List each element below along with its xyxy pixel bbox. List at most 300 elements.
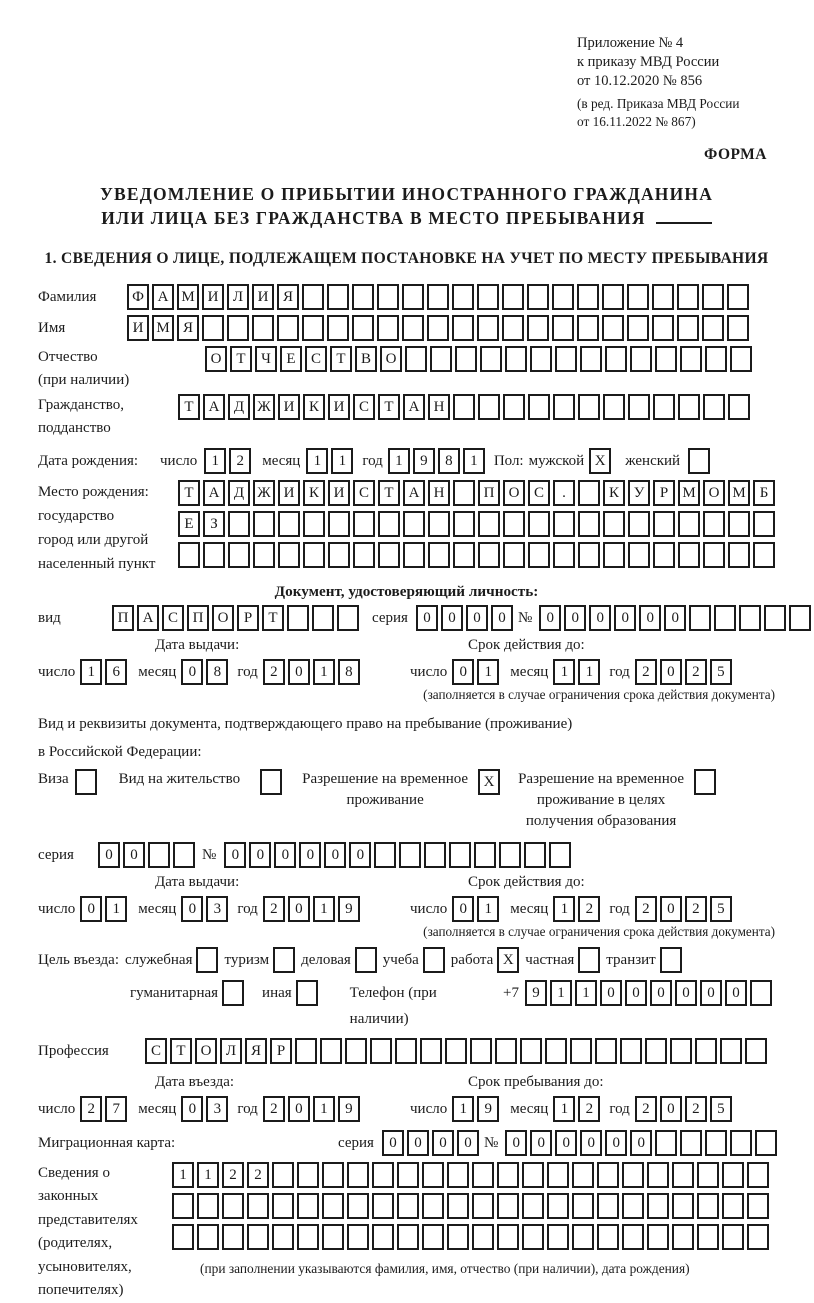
char-cell[interactable]: И — [252, 284, 274, 310]
char-cell[interactable]: 0 — [630, 1130, 652, 1156]
char-cell[interactable] — [603, 542, 625, 568]
char-cell[interactable] — [705, 1130, 727, 1156]
char-cell[interactable] — [353, 511, 375, 537]
char-cell[interactable] — [620, 1038, 642, 1064]
char-cell[interactable]: 0 — [580, 1130, 602, 1156]
purpose-other-checkbox[interactable] — [296, 980, 318, 1006]
char-cell[interactable] — [728, 542, 750, 568]
char-cell[interactable]: 8 — [438, 448, 460, 474]
char-cell[interactable] — [677, 284, 699, 310]
char-cell[interactable]: 0 — [288, 1096, 310, 1122]
char-cell[interactable] — [178, 542, 200, 568]
char-cell[interactable]: 1 — [578, 659, 600, 685]
char-cell[interactable]: Т — [170, 1038, 192, 1064]
char-cell[interactable] — [272, 1193, 294, 1219]
char-cell[interactable] — [597, 1193, 619, 1219]
char-cell[interactable]: 2 — [247, 1162, 269, 1188]
char-cell[interactable] — [577, 315, 599, 341]
char-cell[interactable]: О — [195, 1038, 217, 1064]
char-cell[interactable]: 0 — [416, 605, 438, 631]
char-cell[interactable] — [424, 842, 446, 868]
char-cell[interactable] — [427, 284, 449, 310]
char-cell[interactable] — [570, 1038, 592, 1064]
char-cell[interactable] — [172, 1224, 194, 1250]
char-cell[interactable]: 0 — [80, 896, 102, 922]
char-cell[interactable] — [497, 1162, 519, 1188]
char-cell[interactable] — [428, 511, 450, 537]
char-cell[interactable] — [580, 346, 602, 372]
purpose-private-checkbox[interactable] — [578, 947, 600, 973]
char-cell[interactable] — [522, 1224, 544, 1250]
char-cell[interactable] — [470, 1038, 492, 1064]
char-cell[interactable] — [703, 394, 725, 420]
char-cell[interactable] — [322, 1193, 344, 1219]
char-cell[interactable]: 0 — [249, 842, 271, 868]
char-cell[interactable]: 0 — [299, 842, 321, 868]
char-cell[interactable] — [678, 511, 700, 537]
char-cell[interactable] — [689, 605, 711, 631]
char-cell[interactable]: 0 — [675, 980, 697, 1006]
char-cell[interactable]: Т — [178, 480, 200, 506]
char-cell[interactable] — [528, 394, 550, 420]
char-cell[interactable] — [422, 1224, 444, 1250]
char-cell[interactable] — [730, 346, 752, 372]
char-cell[interactable] — [528, 511, 550, 537]
char-cell[interactable] — [453, 511, 475, 537]
char-cell[interactable] — [172, 1193, 194, 1219]
char-cell[interactable] — [253, 511, 275, 537]
char-cell[interactable] — [722, 1193, 744, 1219]
char-cell[interactable] — [670, 1038, 692, 1064]
char-cell[interactable]: С — [353, 394, 375, 420]
char-cell[interactable] — [327, 284, 349, 310]
char-cell[interactable] — [547, 1162, 569, 1188]
char-cell[interactable]: 0 — [98, 842, 120, 868]
char-cell[interactable]: 2 — [685, 1096, 707, 1122]
residence-permit-checkbox[interactable] — [260, 769, 282, 795]
char-cell[interactable] — [722, 1224, 744, 1250]
char-cell[interactable] — [647, 1193, 669, 1219]
char-cell[interactable]: 0 — [725, 980, 747, 1006]
char-cell[interactable]: 9 — [525, 980, 547, 1006]
char-cell[interactable] — [374, 842, 396, 868]
temp-residence-education-checkbox[interactable] — [694, 769, 716, 795]
char-cell[interactable] — [202, 315, 224, 341]
char-cell[interactable]: Л — [220, 1038, 242, 1064]
char-cell[interactable]: О — [503, 480, 525, 506]
char-cell[interactable]: 1 — [313, 896, 335, 922]
char-cell[interactable] — [628, 542, 650, 568]
char-cell[interactable] — [680, 346, 702, 372]
temp-residence-checkbox[interactable]: X — [478, 769, 500, 795]
char-cell[interactable]: 0 — [382, 1130, 404, 1156]
char-cell[interactable] — [352, 315, 374, 341]
char-cell[interactable]: К — [303, 480, 325, 506]
char-cell[interactable] — [672, 1193, 694, 1219]
purpose-study-checkbox[interactable] — [423, 947, 445, 973]
char-cell[interactable] — [680, 1130, 702, 1156]
char-cell[interactable] — [328, 542, 350, 568]
char-cell[interactable] — [505, 346, 527, 372]
char-cell[interactable]: 2 — [263, 1096, 285, 1122]
char-cell[interactable]: 0 — [505, 1130, 527, 1156]
char-cell[interactable] — [603, 511, 625, 537]
char-cell[interactable]: 0 — [274, 842, 296, 868]
char-cell[interactable] — [480, 346, 502, 372]
char-cell[interactable] — [478, 394, 500, 420]
char-cell[interactable]: 1 — [553, 896, 575, 922]
char-cell[interactable] — [322, 1162, 344, 1188]
char-cell[interactable]: Н — [428, 480, 450, 506]
char-cell[interactable] — [287, 605, 309, 631]
char-cell[interactable]: 0 — [288, 659, 310, 685]
char-cell[interactable] — [228, 511, 250, 537]
char-cell[interactable] — [702, 315, 724, 341]
char-cell[interactable] — [597, 1162, 619, 1188]
char-cell[interactable] — [527, 315, 549, 341]
char-cell[interactable] — [328, 511, 350, 537]
char-cell[interactable]: 2 — [229, 448, 251, 474]
char-cell[interactable] — [578, 394, 600, 420]
char-cell[interactable] — [695, 1038, 717, 1064]
char-cell[interactable] — [253, 542, 275, 568]
char-cell[interactable]: 1 — [197, 1162, 219, 1188]
char-cell[interactable] — [572, 1224, 594, 1250]
char-cell[interactable] — [714, 605, 736, 631]
char-cell[interactable]: 8 — [338, 659, 360, 685]
char-cell[interactable] — [474, 842, 496, 868]
char-cell[interactable] — [452, 315, 474, 341]
char-cell[interactable] — [222, 1224, 244, 1250]
char-cell[interactable]: К — [303, 394, 325, 420]
char-cell[interactable] — [578, 480, 600, 506]
char-cell[interactable]: 2 — [685, 659, 707, 685]
char-cell[interactable]: 2 — [578, 1096, 600, 1122]
char-cell[interactable] — [728, 394, 750, 420]
char-cell[interactable] — [453, 394, 475, 420]
char-cell[interactable] — [552, 284, 574, 310]
char-cell[interactable] — [578, 511, 600, 537]
char-cell[interactable] — [572, 1162, 594, 1188]
char-cell[interactable]: 2 — [263, 896, 285, 922]
char-cell[interactable] — [353, 542, 375, 568]
char-cell[interactable]: 2 — [263, 659, 285, 685]
char-cell[interactable] — [455, 346, 477, 372]
char-cell[interactable] — [602, 284, 624, 310]
char-cell[interactable]: 1 — [204, 448, 226, 474]
char-cell[interactable] — [555, 346, 577, 372]
char-cell[interactable]: 0 — [664, 605, 686, 631]
char-cell[interactable]: 1 — [313, 659, 335, 685]
purpose-work-checkbox[interactable]: X — [497, 947, 519, 973]
char-cell[interactable] — [302, 284, 324, 310]
char-cell[interactable] — [597, 1224, 619, 1250]
char-cell[interactable]: 0 — [555, 1130, 577, 1156]
char-cell[interactable] — [472, 1224, 494, 1250]
char-cell[interactable]: 1 — [172, 1162, 194, 1188]
char-cell[interactable]: 0 — [407, 1130, 429, 1156]
char-cell[interactable]: С — [305, 346, 327, 372]
char-cell[interactable] — [228, 542, 250, 568]
char-cell[interactable] — [655, 1130, 677, 1156]
char-cell[interactable]: 0 — [181, 1096, 203, 1122]
char-cell[interactable]: П — [112, 605, 134, 631]
purpose-business-checkbox[interactable] — [355, 947, 377, 973]
char-cell[interactable]: Н — [428, 394, 450, 420]
char-cell[interactable] — [750, 980, 772, 1006]
char-cell[interactable] — [197, 1193, 219, 1219]
char-cell[interactable] — [652, 284, 674, 310]
char-cell[interactable]: 0 — [700, 980, 722, 1006]
char-cell[interactable] — [495, 1038, 517, 1064]
char-cell[interactable] — [478, 511, 500, 537]
char-cell[interactable]: Т — [330, 346, 352, 372]
char-cell[interactable] — [452, 284, 474, 310]
char-cell[interactable]: 1 — [477, 659, 499, 685]
char-cell[interactable] — [727, 284, 749, 310]
char-cell[interactable]: И — [127, 315, 149, 341]
char-cell[interactable] — [627, 284, 649, 310]
char-cell[interactable] — [148, 842, 170, 868]
char-cell[interactable] — [553, 394, 575, 420]
char-cell[interactable]: 0 — [660, 1096, 682, 1122]
char-cell[interactable]: 9 — [338, 896, 360, 922]
char-cell[interactable] — [764, 605, 786, 631]
purpose-humanitarian-checkbox[interactable] — [222, 980, 244, 1006]
char-cell[interactable] — [627, 315, 649, 341]
char-cell[interactable] — [789, 605, 811, 631]
char-cell[interactable] — [197, 1224, 219, 1250]
char-cell[interactable] — [378, 511, 400, 537]
char-cell[interactable]: 1 — [331, 448, 353, 474]
char-cell[interactable] — [703, 542, 725, 568]
char-cell[interactable]: 0 — [441, 605, 463, 631]
char-cell[interactable]: 0 — [600, 980, 622, 1006]
char-cell[interactable]: Т — [378, 480, 400, 506]
char-cell[interactable] — [702, 284, 724, 310]
char-cell[interactable] — [397, 1224, 419, 1250]
char-cell[interactable] — [327, 315, 349, 341]
char-cell[interactable]: Ж — [253, 480, 275, 506]
char-cell[interactable] — [302, 315, 324, 341]
char-cell[interactable] — [697, 1224, 719, 1250]
char-cell[interactable]: 0 — [466, 605, 488, 631]
char-cell[interactable]: 7 — [105, 1096, 127, 1122]
char-cell[interactable]: 0 — [650, 980, 672, 1006]
char-cell[interactable] — [622, 1224, 644, 1250]
char-cell[interactable]: А — [203, 394, 225, 420]
char-cell[interactable] — [322, 1224, 344, 1250]
char-cell[interactable] — [297, 1162, 319, 1188]
char-cell[interactable]: Ч — [255, 346, 277, 372]
char-cell[interactable] — [295, 1038, 317, 1064]
char-cell[interactable]: И — [202, 284, 224, 310]
char-cell[interactable] — [372, 1224, 394, 1250]
char-cell[interactable]: 0 — [324, 842, 346, 868]
char-cell[interactable] — [372, 1193, 394, 1219]
char-cell[interactable]: О — [212, 605, 234, 631]
char-cell[interactable] — [653, 542, 675, 568]
char-cell[interactable] — [445, 1038, 467, 1064]
char-cell[interactable] — [447, 1162, 469, 1188]
char-cell[interactable]: 0 — [660, 896, 682, 922]
char-cell[interactable]: 9 — [338, 1096, 360, 1122]
char-cell[interactable] — [524, 842, 546, 868]
char-cell[interactable]: Я — [245, 1038, 267, 1064]
char-cell[interactable] — [277, 315, 299, 341]
char-cell[interactable] — [347, 1162, 369, 1188]
char-cell[interactable]: И — [278, 480, 300, 506]
char-cell[interactable]: 0 — [181, 659, 203, 685]
char-cell[interactable]: 2 — [635, 896, 657, 922]
char-cell[interactable] — [278, 511, 300, 537]
char-cell[interactable]: Т — [230, 346, 252, 372]
char-cell[interactable]: 2 — [685, 896, 707, 922]
purpose-tourism-checkbox[interactable] — [273, 947, 295, 973]
char-cell[interactable]: Е — [178, 511, 200, 537]
char-cell[interactable]: 3 — [206, 1096, 228, 1122]
char-cell[interactable] — [430, 346, 452, 372]
char-cell[interactable]: Д — [228, 394, 250, 420]
char-cell[interactable] — [272, 1224, 294, 1250]
char-cell[interactable] — [595, 1038, 617, 1064]
char-cell[interactable] — [720, 1038, 742, 1064]
char-cell[interactable]: А — [403, 394, 425, 420]
char-cell[interactable] — [403, 511, 425, 537]
char-cell[interactable]: 0 — [530, 1130, 552, 1156]
char-cell[interactable] — [427, 315, 449, 341]
char-cell[interactable]: 0 — [625, 980, 647, 1006]
char-cell[interactable]: 0 — [639, 605, 661, 631]
char-cell[interactable] — [453, 480, 475, 506]
char-cell[interactable] — [503, 511, 525, 537]
char-cell[interactable] — [653, 394, 675, 420]
char-cell[interactable] — [422, 1162, 444, 1188]
char-cell[interactable] — [247, 1224, 269, 1250]
char-cell[interactable]: 0 — [457, 1130, 479, 1156]
char-cell[interactable]: М — [678, 480, 700, 506]
char-cell[interactable] — [377, 284, 399, 310]
char-cell[interactable]: Б — [753, 480, 775, 506]
char-cell[interactable] — [222, 1193, 244, 1219]
char-cell[interactable]: В — [355, 346, 377, 372]
char-cell[interactable]: 0 — [224, 842, 246, 868]
char-cell[interactable] — [628, 394, 650, 420]
char-cell[interactable]: 0 — [605, 1130, 627, 1156]
char-cell[interactable] — [705, 346, 727, 372]
char-cell[interactable] — [453, 542, 475, 568]
char-cell[interactable] — [622, 1162, 644, 1188]
char-cell[interactable] — [303, 542, 325, 568]
char-cell[interactable]: 2 — [80, 1096, 102, 1122]
char-cell[interactable]: 0 — [288, 896, 310, 922]
char-cell[interactable]: 6 — [105, 659, 127, 685]
purpose-transit-checkbox[interactable] — [660, 947, 682, 973]
char-cell[interactable]: Е — [280, 346, 302, 372]
char-cell[interactable] — [227, 315, 249, 341]
char-cell[interactable] — [547, 1193, 569, 1219]
char-cell[interactable] — [678, 542, 700, 568]
char-cell[interactable] — [477, 284, 499, 310]
char-cell[interactable]: 0 — [491, 605, 513, 631]
char-cell[interactable] — [378, 542, 400, 568]
char-cell[interactable]: 0 — [123, 842, 145, 868]
char-cell[interactable] — [272, 1162, 294, 1188]
char-cell[interactable] — [477, 315, 499, 341]
char-cell[interactable]: 5 — [710, 1096, 732, 1122]
char-cell[interactable]: . — [553, 480, 575, 506]
char-cell[interactable]: 1 — [553, 1096, 575, 1122]
visa-checkbox[interactable] — [75, 769, 97, 795]
char-cell[interactable] — [753, 542, 775, 568]
char-cell[interactable] — [605, 346, 627, 372]
char-cell[interactable]: 1 — [575, 980, 597, 1006]
char-cell[interactable] — [320, 1038, 342, 1064]
char-cell[interactable]: 1 — [550, 980, 572, 1006]
char-cell[interactable] — [377, 315, 399, 341]
char-cell[interactable] — [645, 1038, 667, 1064]
char-cell[interactable]: П — [478, 480, 500, 506]
char-cell[interactable] — [372, 1162, 394, 1188]
char-cell[interactable]: О — [205, 346, 227, 372]
char-cell[interactable] — [653, 511, 675, 537]
char-cell[interactable] — [397, 1162, 419, 1188]
char-cell[interactable] — [697, 1162, 719, 1188]
char-cell[interactable] — [547, 1224, 569, 1250]
char-cell[interactable] — [528, 542, 550, 568]
char-cell[interactable]: 1 — [80, 659, 102, 685]
char-cell[interactable]: 9 — [477, 1096, 499, 1122]
char-cell[interactable]: С — [353, 480, 375, 506]
char-cell[interactable] — [753, 511, 775, 537]
char-cell[interactable]: 1 — [313, 1096, 335, 1122]
char-cell[interactable] — [502, 315, 524, 341]
purpose-official-checkbox[interactable] — [196, 947, 218, 973]
sex-female-checkbox[interactable] — [688, 448, 710, 474]
char-cell[interactable] — [395, 1038, 417, 1064]
char-cell[interactable] — [337, 605, 359, 631]
char-cell[interactable] — [499, 842, 521, 868]
char-cell[interactable]: Р — [653, 480, 675, 506]
char-cell[interactable] — [247, 1193, 269, 1219]
char-cell[interactable]: А — [203, 480, 225, 506]
char-cell[interactable] — [697, 1193, 719, 1219]
char-cell[interactable]: Р — [270, 1038, 292, 1064]
char-cell[interactable]: З — [203, 511, 225, 537]
char-cell[interactable] — [552, 315, 574, 341]
char-cell[interactable] — [503, 394, 525, 420]
char-cell[interactable] — [747, 1162, 769, 1188]
char-cell[interactable] — [422, 1193, 444, 1219]
char-cell[interactable]: И — [278, 394, 300, 420]
char-cell[interactable] — [252, 315, 274, 341]
char-cell[interactable] — [403, 542, 425, 568]
char-cell[interactable] — [652, 315, 674, 341]
char-cell[interactable]: И — [328, 394, 350, 420]
char-cell[interactable]: Я — [177, 315, 199, 341]
char-cell[interactable] — [602, 315, 624, 341]
char-cell[interactable]: М — [728, 480, 750, 506]
char-cell[interactable] — [352, 284, 374, 310]
char-cell[interactable]: 1 — [463, 448, 485, 474]
char-cell[interactable] — [655, 346, 677, 372]
char-cell[interactable] — [578, 542, 600, 568]
char-cell[interactable]: 0 — [589, 605, 611, 631]
char-cell[interactable]: П — [187, 605, 209, 631]
char-cell[interactable]: 1 — [452, 1096, 474, 1122]
char-cell[interactable] — [428, 542, 450, 568]
char-cell[interactable]: Л — [227, 284, 249, 310]
